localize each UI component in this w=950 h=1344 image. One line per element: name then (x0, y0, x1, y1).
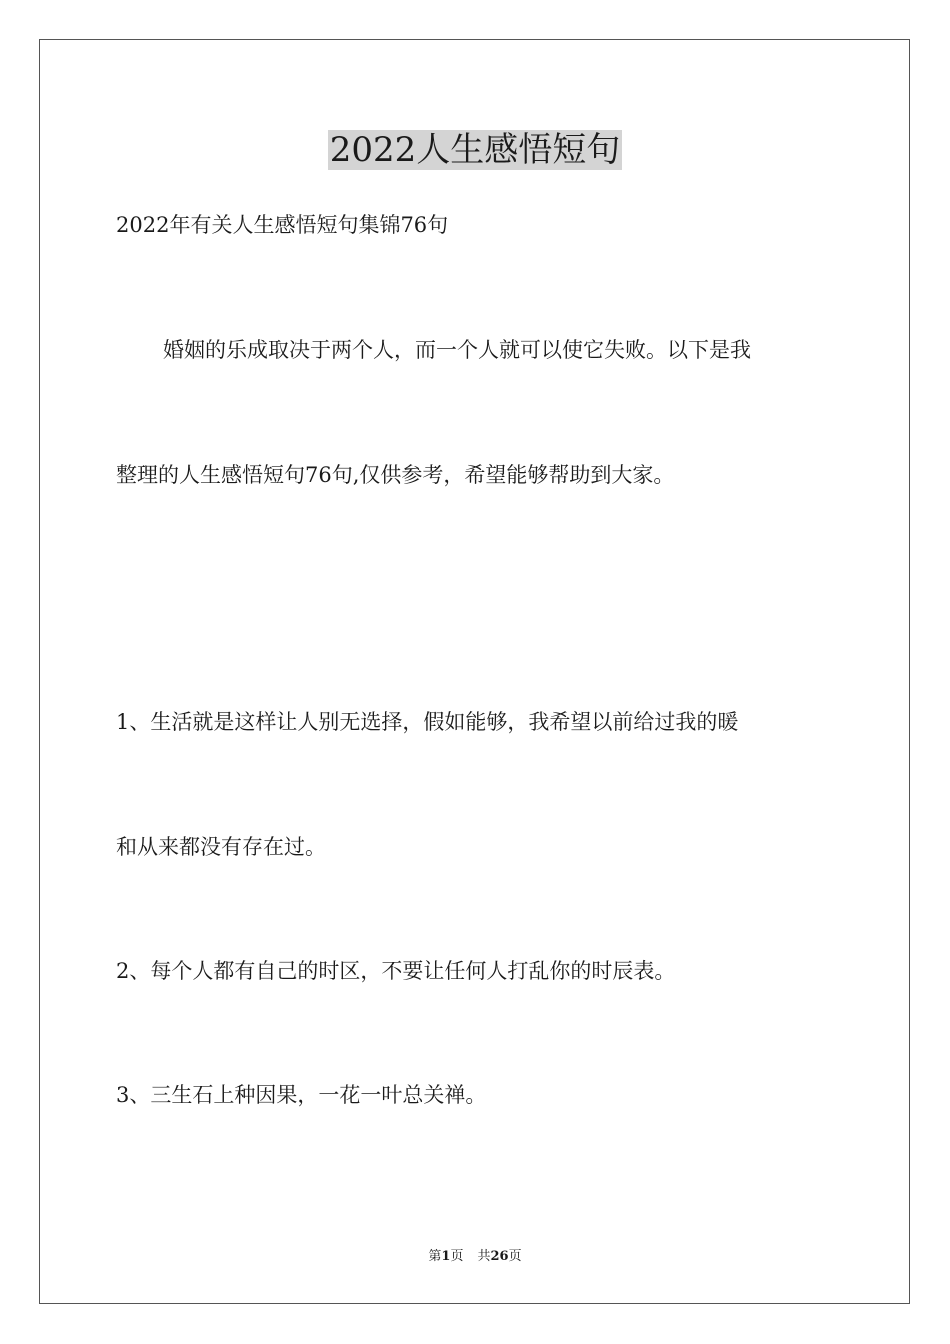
item-1-line-2: 和从来都没有存在过。 (116, 835, 326, 859)
item-1-line-1: 1、生活就是这样让人别无选择，假如能够，我希望以前给过我的暖 (116, 710, 739, 734)
footer-page-current: 1 (441, 1249, 451, 1264)
footer-page-suffix: 页 (450, 1249, 464, 1264)
footer-total-prefix: 共 (477, 1249, 491, 1264)
document-title (0, 128, 950, 172)
document-subtitle: 2022年有关人生感悟短句集锦76句 (116, 213, 449, 237)
footer-page-total: 26 (490, 1249, 509, 1264)
intro-line-2: 整理的人生感悟短句76句,仅供参考，希望能够帮助到大家。 (116, 463, 675, 487)
page-footer (0, 1248, 950, 1266)
footer-total-suffix: 页 (508, 1249, 522, 1264)
item-3: 3、三生石上种因果，一花一叶总关禅。 (116, 1083, 487, 1107)
intro-line-1: 婚姻的乐成取决于两个人，而一个人就可以使它失败。以下是我 (163, 338, 751, 362)
document-title-text: 2022人生感悟短句 (329, 130, 621, 170)
item-2: 2、每个人都有自己的时区，不要让任何人打乱你的时辰表。 (116, 959, 676, 983)
footer-page-prefix: 第 (428, 1249, 442, 1264)
